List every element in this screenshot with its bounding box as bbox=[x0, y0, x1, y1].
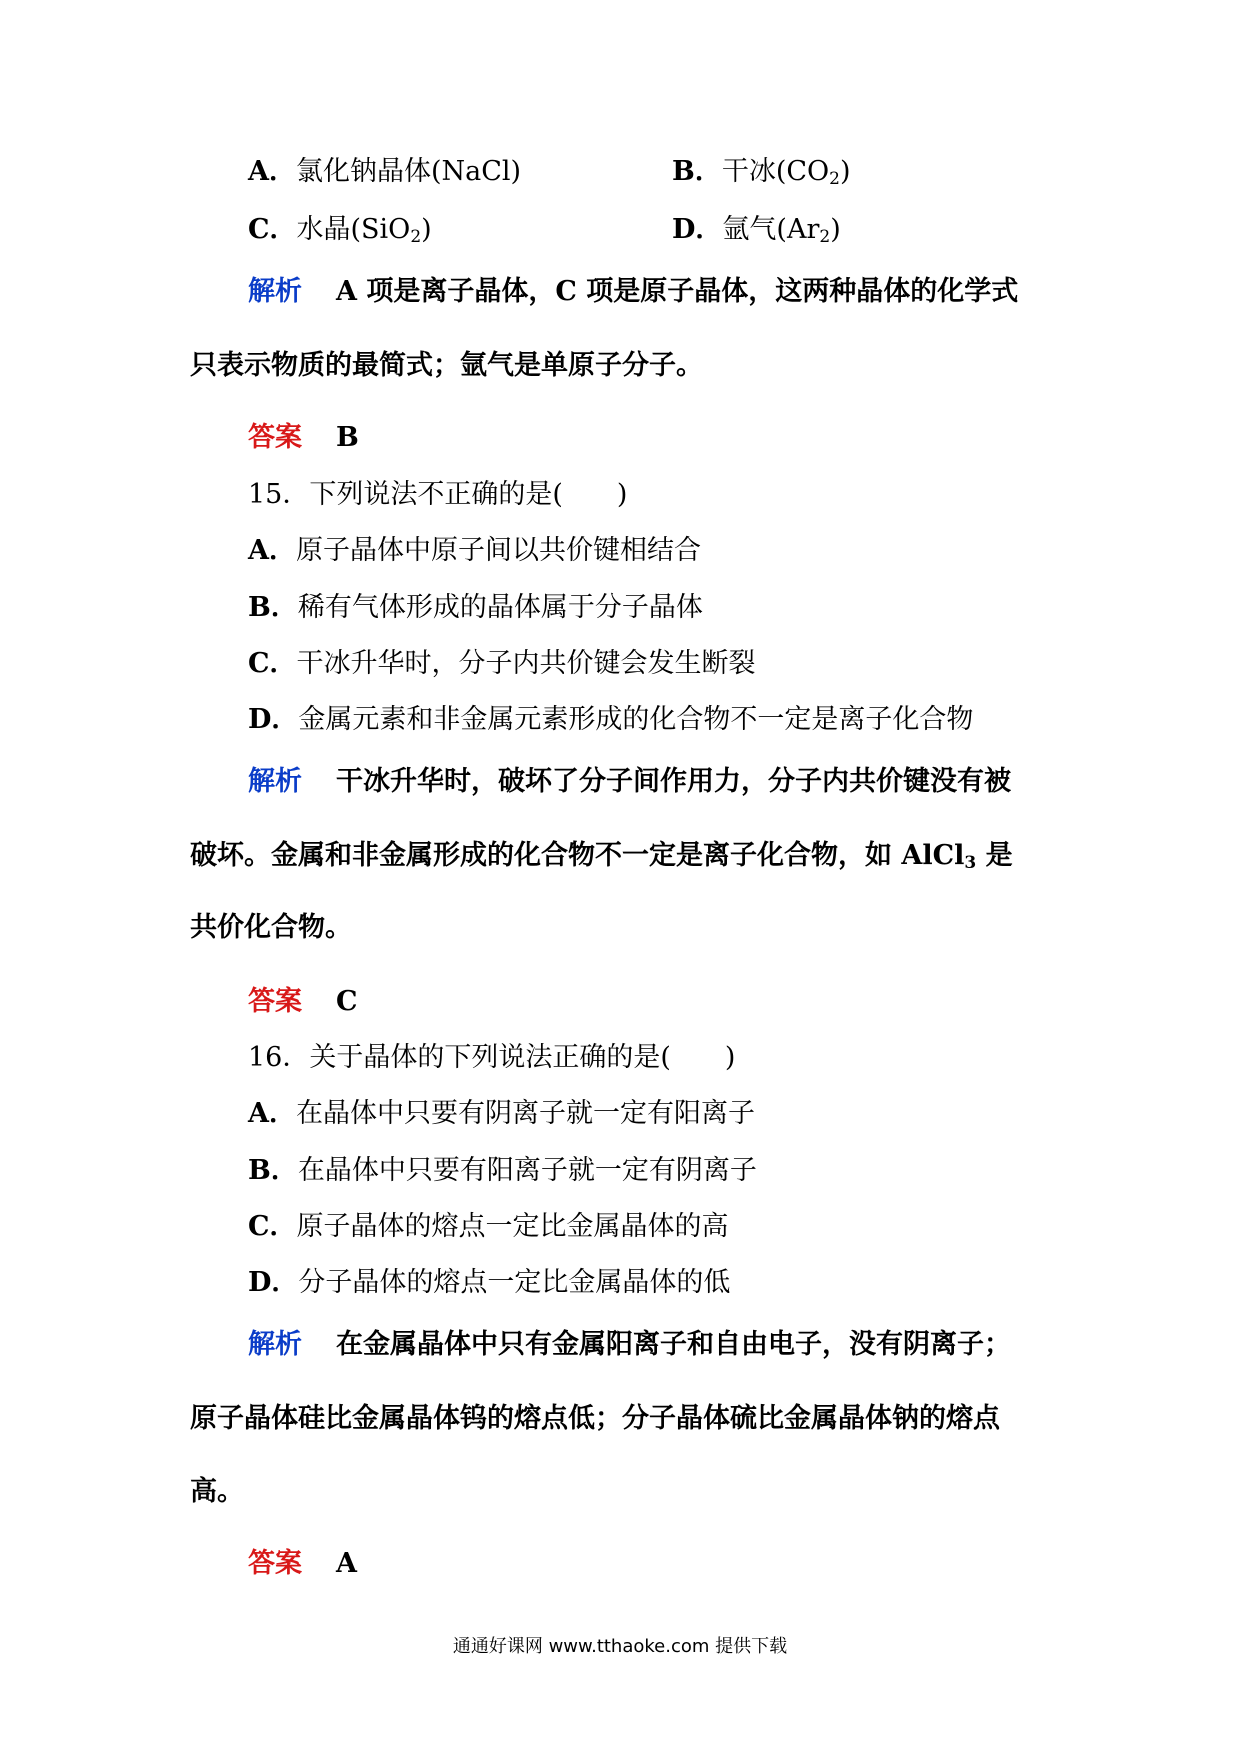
page-footer: 通通好课网 www.tthaoke.com 提供下载 bbox=[452, 1636, 788, 1657]
q16-answer-label: 答案 bbox=[248, 1548, 302, 1579]
q16-option-d: D．分子晶体的熔点一定比金属晶体的低 bbox=[248, 1267, 731, 1298]
q14-answer-label: 答案 bbox=[248, 422, 302, 453]
q14-analysis-line-1: 解析 A 项是离子晶体，C 项是原子晶体，这两种晶体的化学式 bbox=[248, 272, 1018, 312]
q16-stem: 16．关于晶体的下列说法正确的是( ) bbox=[248, 1042, 736, 1073]
q15-option-a: A．原子晶体中原子间以共价键相结合 bbox=[248, 535, 701, 566]
q15-answer-label: 答案 bbox=[248, 986, 302, 1017]
q16-option-a: A．在晶体中只要有阴离子就一定有阳离子 bbox=[248, 1098, 755, 1129]
q14-option-a: A．氯化钠晶体(NaCl) bbox=[248, 156, 522, 187]
q14-option-row-1 bbox=[248, 152, 851, 192]
q15-analysis-line-2: 破坏。金属和非金属形成的化合物不一定是离子化合物，如 AlCl$_3$ 是 bbox=[190, 840, 1013, 873]
q15-option-b: B．稀有气体形成的晶体属于分子晶体 bbox=[248, 592, 703, 623]
q16-analysis-label: 解析 bbox=[248, 1329, 302, 1360]
q15-analysis-line-1: 解析 干冰升华时，破坏了分子间作用力，分子内共价键没有被 bbox=[248, 762, 1011, 802]
q16-option-c: C．原子晶体的熔点一定比金属晶体的高 bbox=[248, 1211, 729, 1242]
q16-answer: 答案 A bbox=[248, 1544, 357, 1584]
q14-analysis-label: 解析 bbox=[248, 276, 302, 307]
q14-option-d: D．氩气$(Ar_2)$ bbox=[672, 214, 841, 247]
q16-analysis-line-1: 解析 在金属晶体中只有金属阳离子和自由电子，没有阴离子； bbox=[248, 1325, 1011, 1365]
q15-answer: 答案 C bbox=[248, 982, 358, 1022]
q15-analysis-line-3: 共价化合物。 bbox=[190, 912, 352, 943]
q15-stem: 15．下列说法不正确的是( ) bbox=[248, 479, 628, 510]
q16-option-b: B．在晶体中只要有阳离子就一定有阴离子 bbox=[248, 1155, 757, 1186]
q14-answer: 答案 B bbox=[248, 418, 359, 458]
q16-analysis-line-3: 高。 bbox=[190, 1476, 244, 1507]
q14-option-row-2 bbox=[248, 210, 841, 250]
q15-option-c: C．干冰升华时，分子内共价键会发生断裂 bbox=[248, 648, 756, 679]
q14-analysis-line-2: 只表示物质的最简式；氩气是单原子分子。 bbox=[190, 350, 703, 381]
q15-option-d: D．金属元素和非金属元素形成的化合物不一定是离子化合物 bbox=[248, 704, 974, 735]
q15-analysis-label: 解析 bbox=[248, 766, 302, 797]
q16-analysis-line-2: 原子晶体硅比金属晶体钨的熔点低；分子晶体硫比金属晶体钠的熔点 bbox=[190, 1403, 1000, 1434]
q14-option-c: C．水晶(SiO$_2$) bbox=[248, 214, 432, 247]
q14-option-b: B．干冰$(CO_2)$ bbox=[672, 156, 851, 189]
